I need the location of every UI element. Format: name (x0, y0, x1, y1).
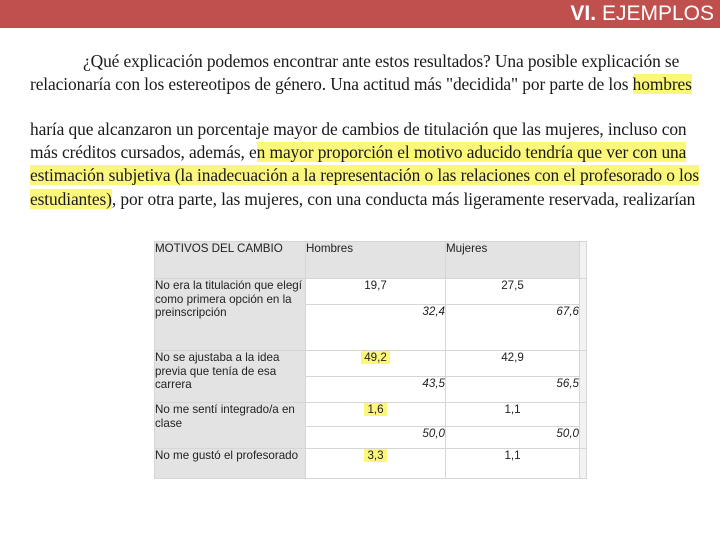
row-label: No era la titulación que elegí como primera opción en la preinscripción (155, 279, 306, 351)
header-motivos: MOTIVOS DEL CAMBIO (155, 242, 306, 279)
paragraph-2-line-2-plain: más créditos cursados, además, e (30, 142, 257, 163)
value-hombres-text: 1,6 (364, 403, 386, 416)
paragraph-1 (30, 50, 692, 96)
slide-title-prefix: VI. (570, 2, 597, 25)
row-label: No me gustó el profesorado (155, 449, 306, 479)
slide-title (570, 1, 714, 27)
value-mujeres (446, 279, 580, 305)
value-hombres-text: 49,2 (361, 351, 390, 364)
value-mujeres-text: 42,9 (501, 351, 524, 364)
row-label: No se ajustaba a la idea previa que tenía de esa carrera (155, 351, 306, 403)
table-edge (580, 279, 587, 351)
table-edge (580, 449, 587, 479)
table-edge (580, 351, 587, 403)
pct-mujeres: 67,6 (446, 305, 580, 351)
table-edge (580, 242, 587, 279)
paragraph-2-line-4 (30, 188, 696, 211)
pct-hombres: 32,4 (306, 305, 446, 351)
slide-header-bar (0, 0, 720, 28)
row-label: No me sentí integrado/a en clase (155, 403, 306, 449)
value-mujeres-text: 27,5 (501, 279, 524, 292)
value-hombres (306, 403, 446, 427)
paragraph-2 (30, 118, 700, 211)
paragraph-2-line-3-highlight: estimación subjetiva (la inadecuación a la representación o las relaciones con el profesorado o los (30, 165, 700, 186)
header-hombres: Hombres (306, 242, 446, 279)
highlight-hombres: hombres (632, 74, 692, 95)
value-hombres-text: 3,3 (364, 449, 386, 462)
table-edge (580, 403, 587, 449)
value-mujeres-text: 1,1 (504, 403, 521, 416)
motivos-table (154, 241, 587, 479)
table-header-row (155, 242, 587, 279)
value-mujeres-text: 1,1 (504, 449, 521, 462)
slide-title-text: EJEMPLOS (601, 2, 714, 25)
pct-hombres: 50,0 (306, 427, 446, 449)
pct-hombres: 43,5 (306, 377, 446, 403)
paragraph-1-line-2-text: relacionaría con los estereotipos de género. Una actitud más "decidida" por parte de los (30, 74, 629, 95)
paragraph-2-line-2 (30, 141, 687, 164)
value-mujeres (446, 351, 580, 377)
value-hombres (306, 449, 446, 479)
paragraph-2-line-4-plain: , por otra parte, las mujeres, con una conducta más ligeramente reservada, realizarían (111, 188, 696, 209)
paragraph-1-line-1: ¿Qué explicación podemos encontrar ante estos resultados? Una posible explicación se (83, 51, 680, 71)
value-mujeres (446, 449, 580, 479)
paragraph-2-line-2-highlight: n mayor proporción el motivo aducido tendría que ver con una (256, 142, 687, 163)
paragraph-2-line-4-highlight: estudiantes) (30, 188, 112, 209)
value-hombres (306, 351, 446, 377)
header-mujeres: Mujeres (446, 242, 580, 279)
table-row (155, 403, 587, 427)
paragraph-2-line-1: haría que alcanzaron un porcentaje mayor de cambios de titulación que las mujeres, incluso con (30, 119, 687, 139)
table-row (155, 351, 587, 377)
table-row (155, 279, 587, 305)
paragraph-1-line-2 (30, 73, 692, 96)
value-hombres (306, 279, 446, 305)
pct-mujeres: 50,0 (446, 427, 580, 449)
value-mujeres (446, 403, 580, 427)
pct-mujeres: 56,5 (446, 377, 580, 403)
table-row (155, 449, 587, 479)
value-hombres-text: 19,7 (364, 279, 387, 292)
paragraph-2-line-3 (30, 164, 700, 187)
